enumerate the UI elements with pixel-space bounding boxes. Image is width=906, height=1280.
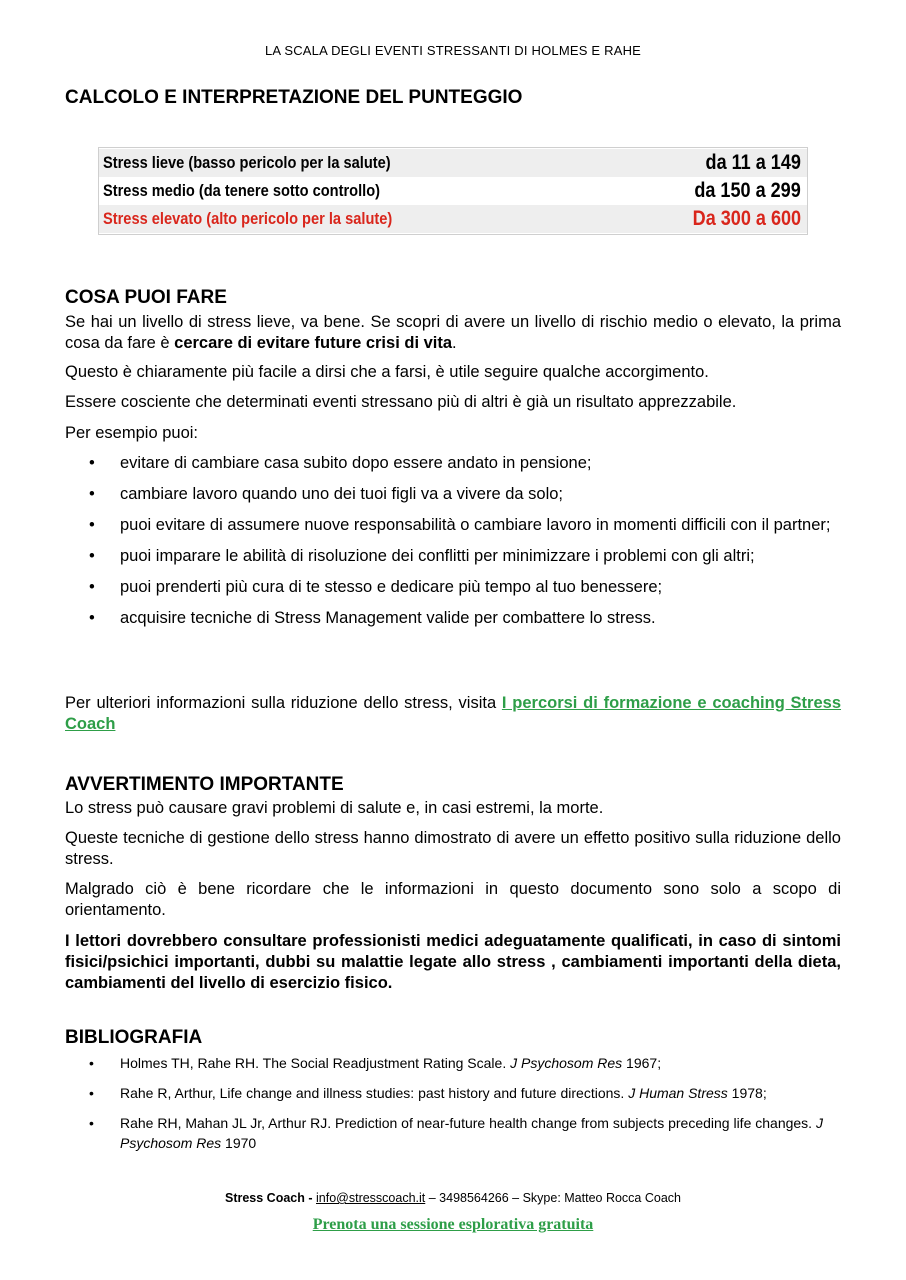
warning-paragraph: I lettori dovrebbero consultare professionisti medici adeguatamente qualificati, in caso di sintomi fisici/psichici importanti, dubbi su malattie legate allo stress , cambiamenti importanti della dieta, cambiamenti del livello di esercizio fisico. xyxy=(65,932,841,992)
footer-contact xyxy=(0,1191,906,1205)
paragraph xyxy=(65,312,841,354)
score-range: da 150 a 299 xyxy=(694,179,801,202)
bullet-icon: • xyxy=(89,578,95,596)
bullet-icon: • xyxy=(89,516,95,534)
list-item xyxy=(65,515,841,536)
footer-brand: Stress Coach - xyxy=(224,1191,316,1205)
list-item xyxy=(65,453,841,474)
citation-journal: J Psychosom Res xyxy=(510,1055,623,1071)
paragraph: Lo stress può causare gravi problemi di salute e, in casi estremi, la morte. xyxy=(65,799,604,817)
more-info-paragraph xyxy=(65,693,841,735)
bullet-icon: • xyxy=(89,485,95,503)
list-item-text: cambiare lavoro quando uno dei tuoi figli va a vivere da solo; xyxy=(120,485,564,503)
bibliography-item xyxy=(65,1113,841,1153)
list-item xyxy=(65,546,841,567)
citation-year: 1978; xyxy=(727,1085,767,1101)
list-item-text: puoi prenderti più cura di te stesso e dedicare più tempo al tuo benessere; xyxy=(120,578,663,596)
bullet-icon: • xyxy=(89,609,95,627)
bullet-icon: • xyxy=(89,1055,94,1071)
list-item xyxy=(65,484,841,505)
paragraph: Questo è chiaramente più facile a dirsi che a farsi, è utile seguire qualche accorgimento. xyxy=(65,363,709,381)
text-run: . xyxy=(452,334,457,352)
citation-text: Rahe RH, Mahan JL Jr, Arthur RJ. Prediction of near-future health change from subjects preceding life changes. xyxy=(120,1115,816,1131)
score-label: Stress medio (da tenere sotto controllo) xyxy=(103,181,381,200)
bullet-icon: • xyxy=(89,547,95,565)
paragraph: Essere cosciente che determinati eventi stressano più di altri è già un risultato apprezzabile. xyxy=(65,393,737,411)
text-run: Per ulteriori informazioni sulla riduzione dello stress, visita xyxy=(65,694,502,712)
score-range: da 11 a 149 xyxy=(705,151,801,174)
list-item-text: puoi evitare di assumere nuove responsabilità o cambiare lavoro in momenti difficili con il partner; xyxy=(120,516,831,534)
paragraph: Per esempio puoi: xyxy=(65,424,198,442)
score-row-medium xyxy=(99,177,807,205)
advice-list xyxy=(65,453,841,629)
score-table xyxy=(98,147,808,235)
score-label: Stress lieve (basso pericolo per la salute) xyxy=(103,153,391,172)
citation-year: 1967; xyxy=(622,1055,662,1071)
book-session-link[interactable]: Prenota una sessione esplorativa gratuita xyxy=(312,1216,594,1233)
score-row-low xyxy=(99,149,807,177)
footer-contact-text: – 3498564266 – Skype: Matteo Rocca Coach xyxy=(425,1191,681,1205)
bullet-icon: • xyxy=(89,1115,94,1131)
page-title: CALCOLO E INTERPRETAZIONE DEL PUNTEGGIO xyxy=(65,87,523,108)
list-item xyxy=(65,608,841,629)
text-run: Se hai un livello di stress lieve, va bene. Se scopri di avere un livello di rischio medio o elevato, la prima cosa da fare è xyxy=(65,313,841,352)
paragraph: Malgrado ciò è bene ricordare che le informazioni in questo documento sono solo a scopo di orientamento. xyxy=(65,880,841,919)
list-item-text: puoi imparare le abilità di risoluzione dei conflitti per minimizzare i problemi con gli altri; xyxy=(120,547,755,565)
bibliography-list xyxy=(65,1053,841,1153)
bullet-icon: • xyxy=(89,1085,94,1101)
score-range: Da 300 a 600 xyxy=(692,207,801,230)
footer-email-link[interactable]: info@stresscoach.it xyxy=(316,1191,426,1205)
citation-journal: J Psychosom Res xyxy=(120,1115,823,1151)
section-heading-bibliografia: BIBLIOGRAFIA xyxy=(65,1027,203,1048)
section-heading-cosa: COSA PUOI FARE xyxy=(65,287,227,308)
bibliography-item xyxy=(65,1053,841,1073)
bullet-icon: • xyxy=(89,454,95,472)
stress-coach-courses-link[interactable]: I percorsi di formazione e coaching Stress Coach xyxy=(65,694,842,733)
emphasis-text: cercare di evitare future crisi di vita xyxy=(174,334,453,352)
running-header: LA SCALA DEGLI EVENTI STRESSANTI DI HOLMES E RAHE xyxy=(264,43,642,58)
bibliography-item xyxy=(65,1083,841,1103)
citation-year: 1970 xyxy=(221,1135,257,1151)
section-heading-avvertimento: AVVERTIMENTO IMPORTANTE xyxy=(65,774,344,795)
list-item xyxy=(65,577,841,598)
score-label: Stress elevato (alto pericolo per la salute) xyxy=(103,209,393,228)
paragraph: Queste tecniche di gestione dello stress hanno dimostrato di avere un effetto positivo sulla riduzione dello stress. xyxy=(65,829,841,868)
citation-journal: J Human Stress xyxy=(628,1085,728,1101)
list-item-text: evitare di cambiare casa subito dopo essere andato in pensione; xyxy=(120,454,592,472)
list-item-text: acquisire tecniche di Stress Management valide per combattere lo stress. xyxy=(120,609,656,627)
citation-text: Rahe R, Arthur, Life change and illness studies: past history and future directions. xyxy=(120,1085,629,1101)
citation-text: Holmes TH, Rahe RH. The Social Readjustment Rating Scale. xyxy=(120,1055,511,1071)
score-row-high xyxy=(99,205,807,233)
